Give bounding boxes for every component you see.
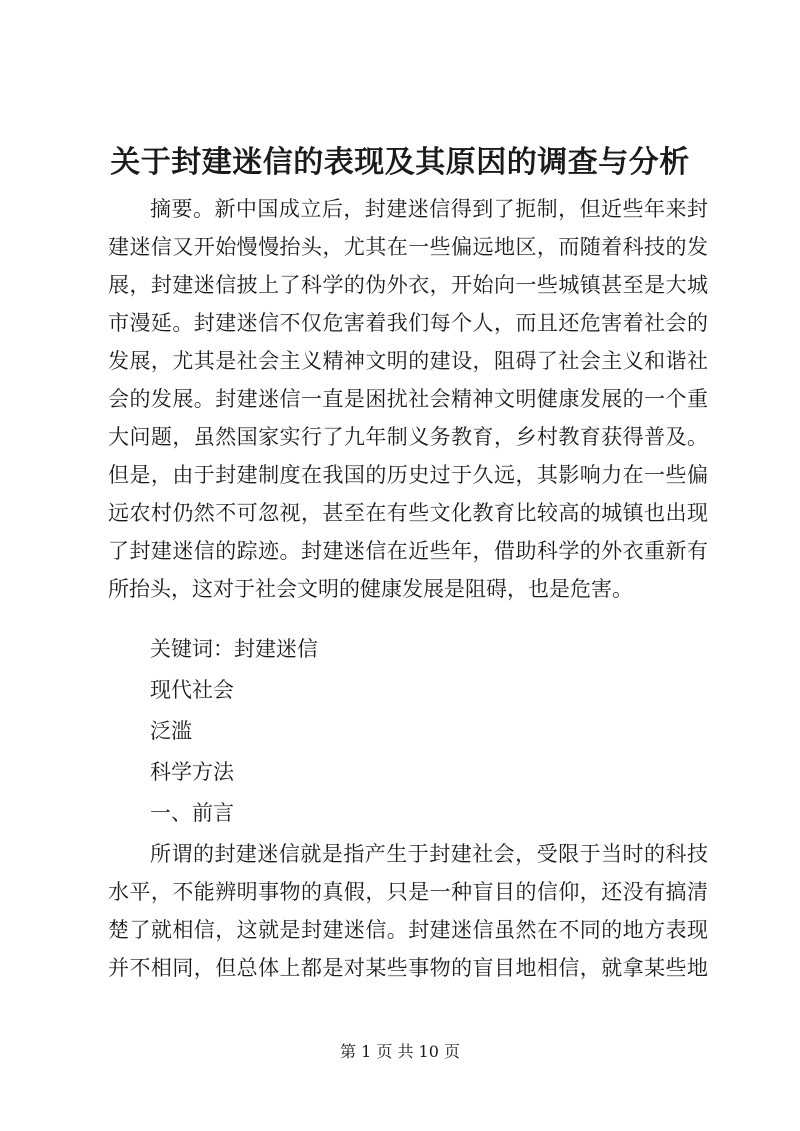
abstract-line: 市漫延。封建迷信不仅危害着我们每个人，而且还危害着社会的 (108, 311, 708, 335)
abstract-line: 所抬头，这对于社会文明的健康发展是阻碍，也是危害。 (108, 577, 633, 601)
intro-line: 楚了就相信，这就是封建迷信。封建迷信虽然在不同的地方表现 (108, 918, 708, 942)
document-title: 关于封建迷信的表现及其原因的调查与分析 (110, 145, 690, 180)
intro-line: 水平，不能辨明事物的真假，只是一种盲目的信仰，还没有搞清 (108, 880, 708, 904)
keyword-item: 科学方法 (150, 760, 234, 784)
abstract-line: 会的发展。封建迷信一直是困扰社会精神文明健康发展的一个重 (108, 387, 708, 411)
abstract-line: 远农村仍然不可忽视，甚至在有些文化教育比较高的城镇也出现 (108, 501, 708, 525)
abstract-line: 大问题，虽然国家实行了九年制义务教育，乡村教育获得普及。 (108, 425, 708, 449)
abstract-line: 摘要。新中国成立后，封建迷信得到了扼制，但近些年来封 (150, 197, 708, 221)
keyword-item: 泛滥 (150, 719, 192, 743)
page-footer: 第 1 页 共 10 页 (340, 1042, 460, 1061)
abstract-line: 建迷信又开始慢慢抬头，尤其在一些偏远地区，而随着科技的发 (108, 235, 708, 259)
intro-paragraph (108, 835, 708, 987)
abstract-paragraph (108, 190, 708, 608)
abstract-line: 但是，由于封建制度在我国的历史过于久远，其影响力在一些偏 (108, 463, 708, 487)
intro-line: 并不相同，但总体上都是对某些事物的盲目地相信，就拿某些地 (108, 956, 708, 980)
abstract-line: 发展，尤其是社会主义精神文明的建设，阻碍了社会主义和谐社 (108, 349, 708, 373)
section-heading: 一、前言 (150, 801, 234, 825)
intro-line: 所谓的封建迷信就是指产生于封建社会，受限于当时的科技 (150, 842, 708, 866)
keywords-label: 关键词：封建迷信 (150, 637, 318, 661)
abstract-line: 展，封建迷信披上了科学的伪外衣，开始向一些城镇甚至是大城 (108, 273, 708, 297)
abstract-line: 了封建迷信的踪迹。封建迷信在近些年，借助科学的外衣重新有 (108, 539, 708, 563)
keyword-item: 现代社会 (150, 678, 234, 702)
